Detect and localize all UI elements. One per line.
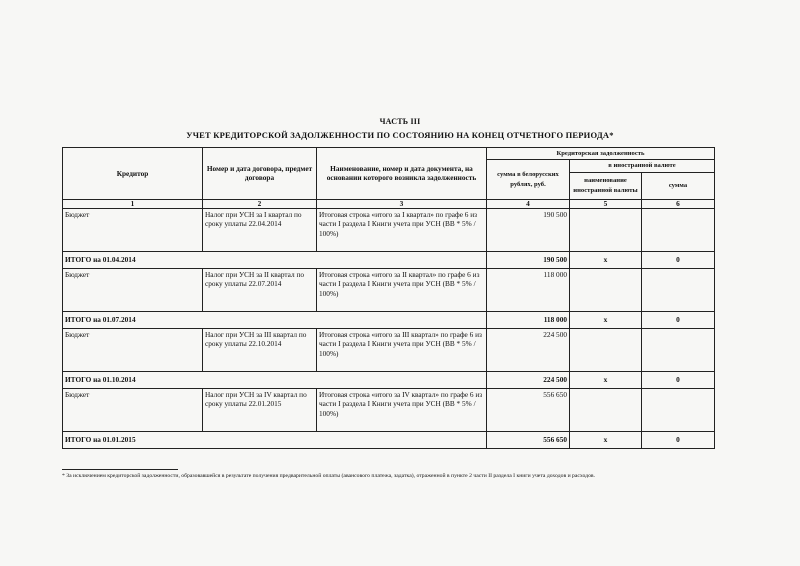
amount-cell — [642, 328, 715, 371]
header-byr-sum: сумма в белорусских рублях, руб. — [487, 160, 570, 199]
creditor-cell: Бюджет — [63, 328, 203, 371]
amount-cell — [642, 388, 715, 431]
document-cell: Итоговая строка «итого за IV квартал» по графе 6 из части I раздела I Книги учета при УСН (ВВ * 5% / 100%) — [317, 388, 487, 431]
footnote: * За исключением кредиторской задолженности, образовавшейся в результате получения предварительной оплаты (авансового платежа, задатка), отраженной в пункте 2 части II раздела I книги учета доходов и расходов. — [62, 473, 596, 479]
byr-sum-cell: 190 500 — [487, 208, 570, 251]
contract-cell: Налог при УСН за IV квартал по сроку уплаты 22.01.2015 — [203, 388, 317, 431]
creditor-cell: Бюджет — [63, 268, 203, 311]
header-creditor: Кредитор — [63, 148, 203, 200]
total-currency: х — [570, 311, 642, 328]
total-label: ИТОГО на 01.10.2014 — [63, 371, 487, 388]
column-number: 5 — [570, 199, 642, 208]
total-byr-sum: 118 000 — [487, 311, 570, 328]
table-row — [63, 208, 715, 251]
header-document: Наименование, номер и дата документа, на основании которого возникла задолженность — [317, 148, 487, 200]
currency-name-cell — [570, 208, 642, 251]
contract-cell: Налог при УСН за II квартал по сроку уплаты 22.07.2014 — [203, 268, 317, 311]
total-amount: 0 — [642, 431, 715, 448]
currency-name-cell — [570, 388, 642, 431]
total-row — [63, 251, 715, 268]
column-number: 2 — [203, 199, 317, 208]
byr-sum-cell: 556 650 — [487, 388, 570, 431]
header-payables: Кредиторская задолженность — [487, 148, 715, 160]
table-row — [63, 328, 715, 371]
total-label: ИТОГО на 01.04.2014 — [63, 251, 487, 268]
header-contract: Номер и дата договора, предмет договора — [203, 148, 317, 200]
document-title: УЧЕТ КРЕДИТОРСКОЙ ЗАДОЛЖЕННОСТИ ПО СОСТОЯНИЮ НА КОНЕЦ ОТЧЕТНОГО ПЕРИОДА* — [186, 130, 614, 140]
total-label: ИТОГО на 01.01.2015 — [63, 431, 487, 448]
footnote-divider — [62, 469, 178, 470]
document-cell: Итоговая строка «итого за I квартал» по графе 6 из части I раздела I Книги учета при УСН (ВВ * 5% / 100%) — [317, 208, 487, 251]
total-amount: 0 — [642, 311, 715, 328]
total-row — [63, 311, 715, 328]
currency-name-cell — [570, 268, 642, 311]
column-number: 1 — [63, 199, 203, 208]
total-amount: 0 — [642, 371, 715, 388]
total-currency: х — [570, 431, 642, 448]
total-currency: х — [570, 251, 642, 268]
total-label: ИТОГО на 01.07.2014 — [63, 311, 487, 328]
table-row — [63, 268, 715, 311]
byr-sum-cell: 118 000 — [487, 268, 570, 311]
amount-cell — [642, 268, 715, 311]
total-currency: х — [570, 371, 642, 388]
header-currency-name: наименование иностранной валюты — [570, 172, 642, 199]
header-amount: сумма — [642, 172, 715, 199]
document-cell: Итоговая строка «итого за II квартал» по графе 6 из части I раздела I Книги учета при УСН (ВВ * 5% / 100%) — [317, 268, 487, 311]
part-title: ЧАСТЬ III — [379, 117, 421, 126]
total-byr-sum: 224 500 — [487, 371, 570, 388]
column-number: 4 — [487, 199, 570, 208]
total-row — [63, 371, 715, 388]
header-foreign: в иностранной валюте — [570, 160, 715, 172]
currency-name-cell — [570, 328, 642, 371]
table-row — [63, 388, 715, 431]
byr-sum-cell: 224 500 — [487, 328, 570, 371]
total-byr-sum: 556 650 — [487, 431, 570, 448]
column-number: 6 — [642, 199, 715, 208]
total-byr-sum: 190 500 — [487, 251, 570, 268]
total-row — [63, 431, 715, 448]
creditor-cell: Бюджет — [63, 208, 203, 251]
payables-table — [62, 147, 715, 449]
amount-cell — [642, 208, 715, 251]
contract-cell: Налог при УСН за III квартал по сроку уплаты 22.10.2014 — [203, 328, 317, 371]
contract-cell: Налог при УСН за I квартал по сроку уплаты 22.04.2014 — [203, 208, 317, 251]
creditor-cell: Бюджет — [63, 388, 203, 431]
total-amount: 0 — [642, 251, 715, 268]
column-number: 3 — [317, 199, 487, 208]
document-cell: Итоговая строка «итого за III квартал» по графе 6 из части I раздела I Книги учета при УСН (ВВ * 5% / 100%) — [317, 328, 487, 371]
